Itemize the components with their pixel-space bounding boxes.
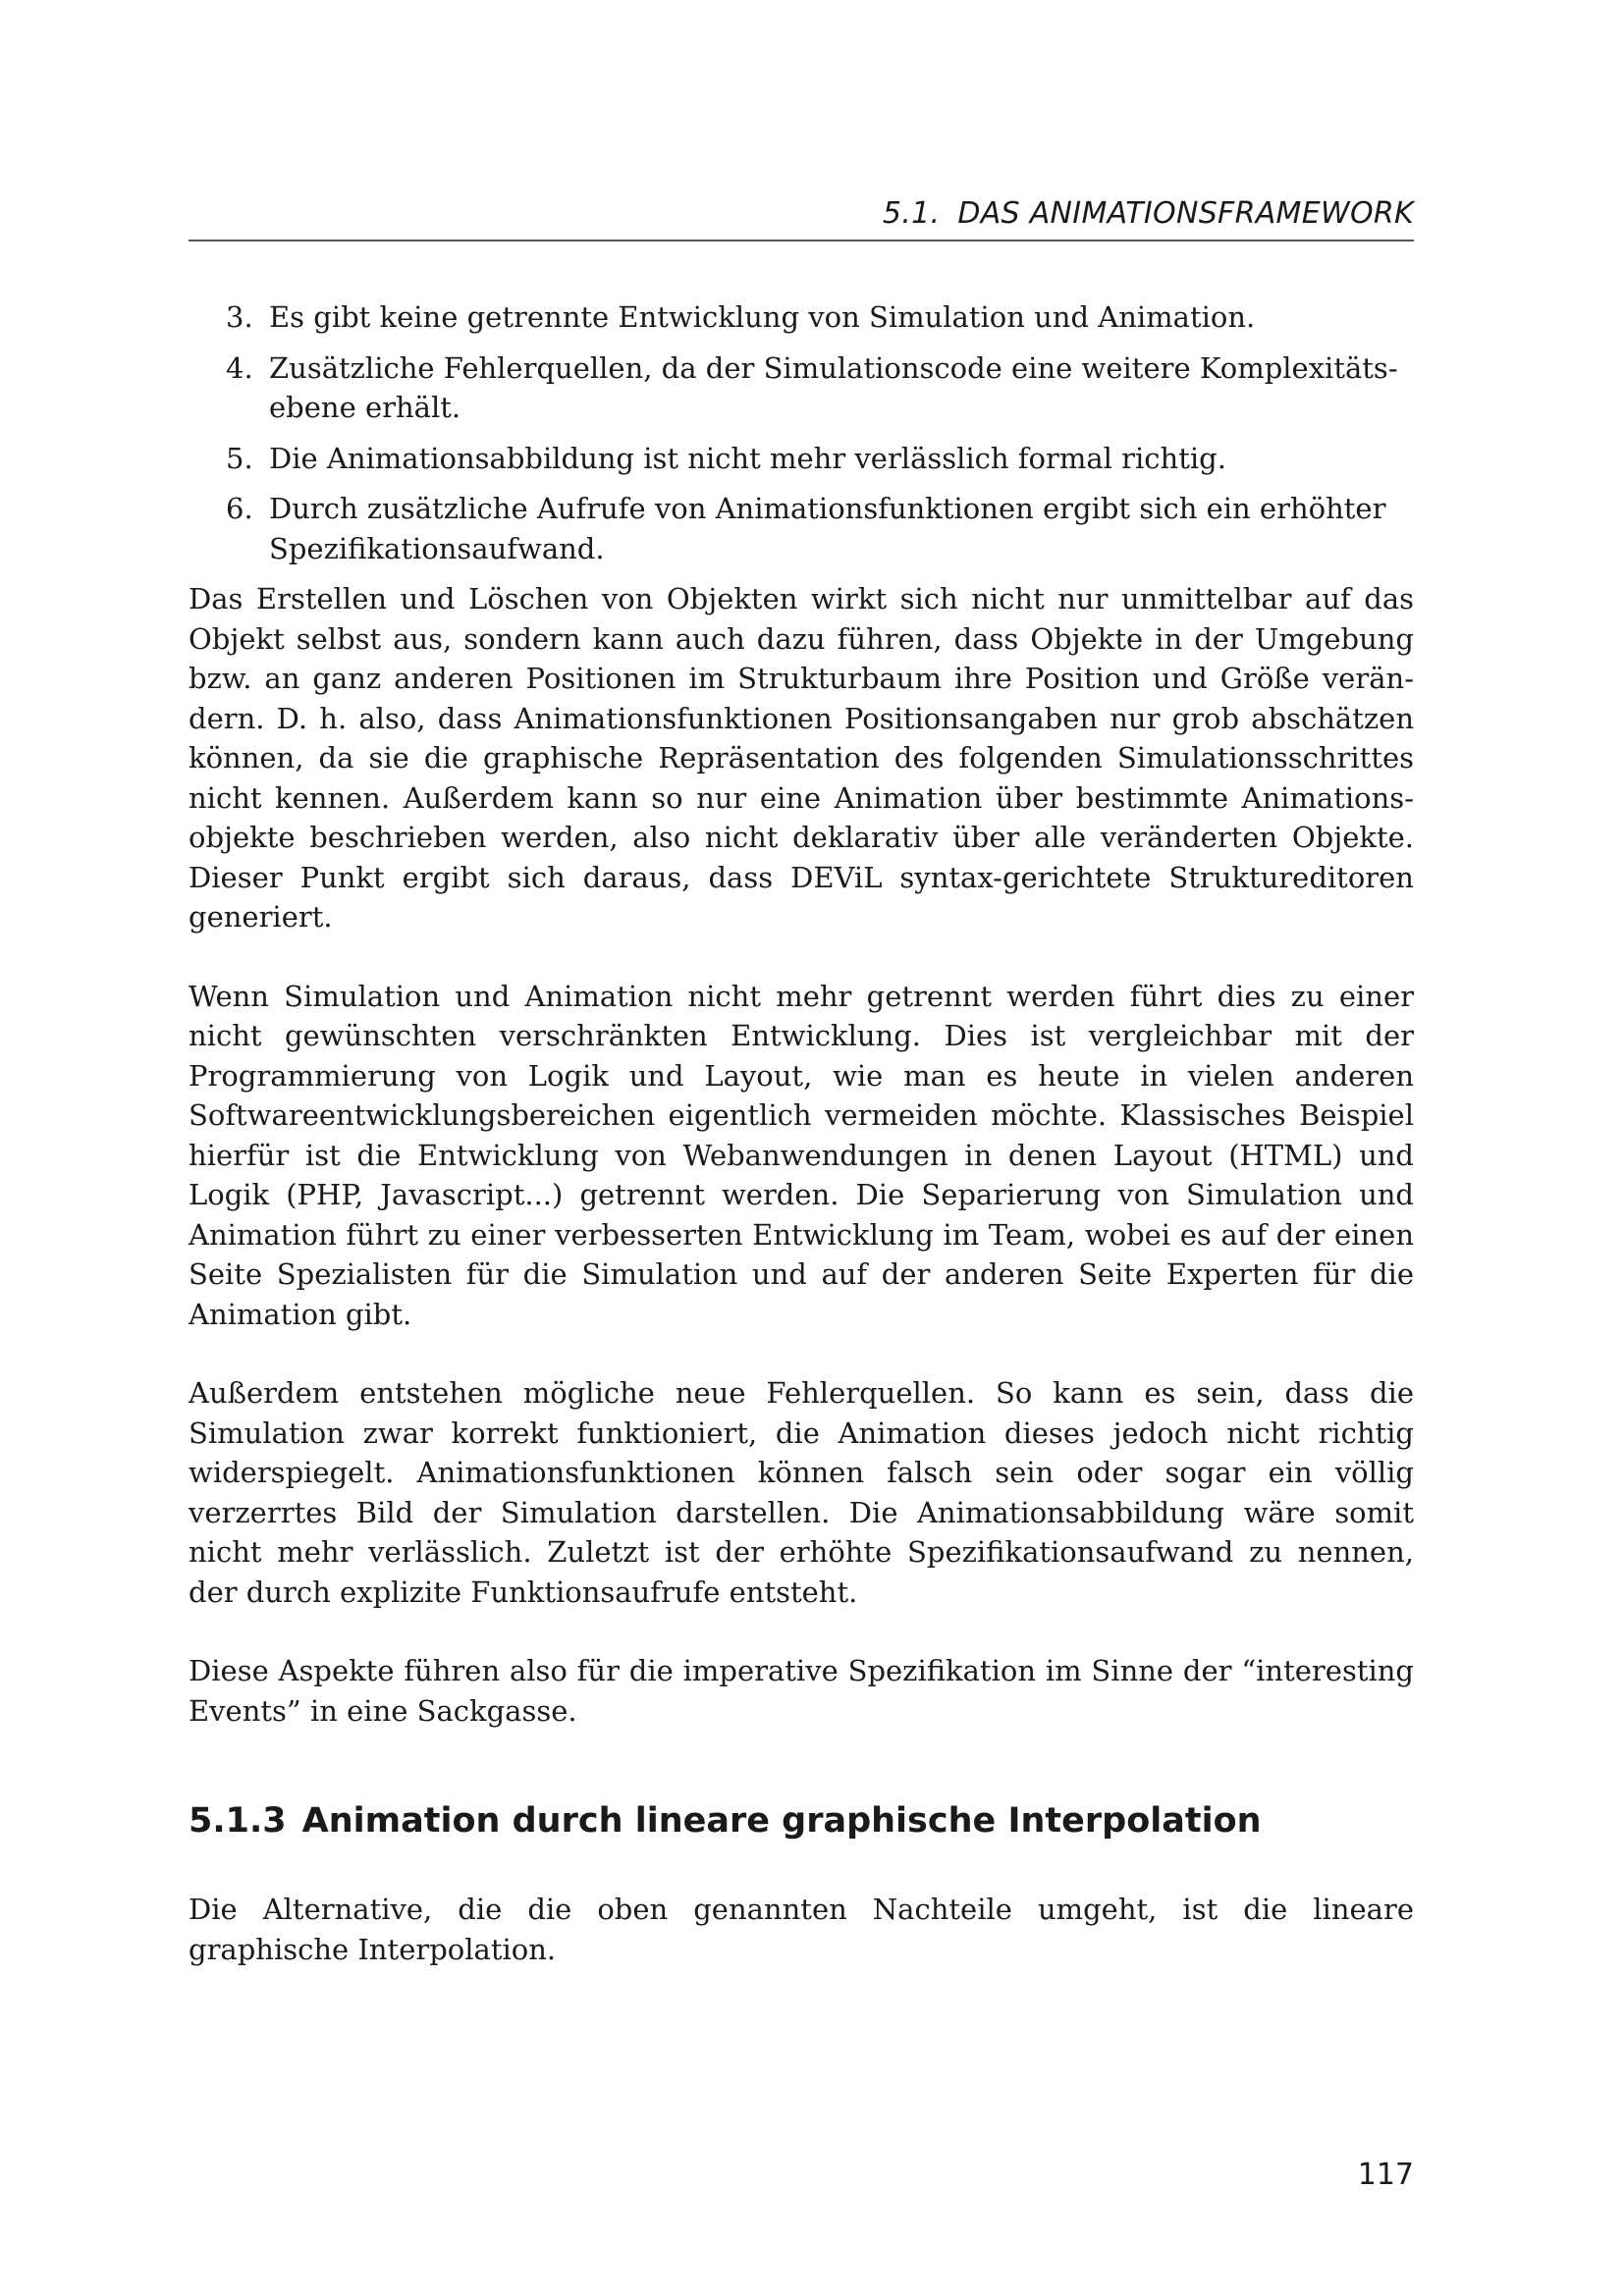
list-item <box>189 439 1414 479</box>
list-item-text: Durch zusätzliche Aufrufe von Animationsfunktionen ergibt sich ein erhöhter Spezifikationsaufwand. <box>269 492 1386 565</box>
running-head <box>189 194 1414 241</box>
list-item-text: Die Animationsabbildung ist nicht mehr verlässlich formal richtig. <box>269 441 1226 475</box>
list-item-number: 6. <box>226 492 253 525</box>
paragraph: Außerdem entstehen mögliche neue Fehlerquellen. So kann es sein, dass die Simulation zwar korrekt funktioniert, die Animation dieses jedoch nicht richtig widerspiegelt. Animationsfunktionen können falsch sein oder sogar ein völlig verzerrtes Bild der Simulation darstellen. Die Animationsabbildung wäre somit nicht mehr verlässlich. Zuletzt ist der erhöhte Spezifikationsaufwand zu nennen, der durch explizite Funktionsaufrufe entsteht. <box>189 1376 1414 1609</box>
section-title: Animation durch lineare graphische Interpolation <box>301 1801 1262 1841</box>
list-item-number: 4. <box>226 350 253 385</box>
paragraph: Diese Aspekte führen also für die imperative Spezifikation im Sinne der “interesting Events” in eine Sackgasse. <box>189 1654 1414 1728</box>
list-item-number: 3. <box>226 300 253 334</box>
running-head-section-number: 5.1. <box>882 196 941 231</box>
list-item <box>189 297 1414 338</box>
running-head-section-title: DAS ANIMATIONSFRAMEWORK <box>957 196 1414 231</box>
list-item-text: Es gibt keine getrennte Entwicklung von Simulation und Animation. <box>269 300 1256 334</box>
section-number: 5.1.3 <box>189 1801 287 1841</box>
list-item-number: 5. <box>226 441 253 475</box>
enumerated-list <box>189 297 1414 568</box>
page-body <box>189 297 1414 1969</box>
page-number: 117 <box>1357 2158 1414 2192</box>
list-item <box>189 489 1414 568</box>
section-heading <box>189 1799 1414 1842</box>
paragraph: Das Erstellen und Löschen von Objekten wirkt sich nicht nur unmittelbar auf das Objekt selbst aus, sondern kann auch dazu führen, dass Objekte in der Umgebung bzw. an ganz anderen Positionen im Strukturbaum ihre Position und Größe verändern. D. h. also, dass Animationsfunktionen Positionsangaben nur grob abschätzen können, da sie die graphische Repräsentation des folgenden Simulationsschrittes nicht kennen. Außerdem kann so nur eine Animation über bestimmte Animationsobjekte beschrieben werden, also nicht deklarativ über alle veränderten Objekte. Dieser Punkt ergibt sich daraus, dass DEViL syntax-gerichtete Struktureditoren generiert. <box>189 582 1414 934</box>
list-item <box>189 348 1414 428</box>
section-paragraph: Die Alternative, die die oben genannten Nachteile umgeht, ist die lineare graphische Interpolation. <box>189 1893 1414 1966</box>
list-item-text: Zusätzliche Fehlerquellen, da der Simulationscode eine weitere Komplexitätsebene erhält. <box>269 350 1398 424</box>
paragraph: Wenn Simulation und Animation nicht mehr getrennt werden führt dies zu einer nicht gewünschten verschränkten Entwicklung. Dies ist vergleichbar mit der Programmierung von Logik und Layout, wie man es heute in vielen anderen Softwareentwicklungsbereichen eigentlich vermeiden möchte. Klassisches Beispiel hierfür ist die Entwicklung von Webanwendungen in denen Layout (HTML) und Logik (PHP, Javascript...) getrennt werden. Die Separierung von Simulation und Animation führt zu einer verbesserten Entwicklung im Team, wobei es auf der einen Seite Spezialisten für die Simulation und auf der anderen Seite Experten für die Animation gibt. <box>189 979 1414 1331</box>
